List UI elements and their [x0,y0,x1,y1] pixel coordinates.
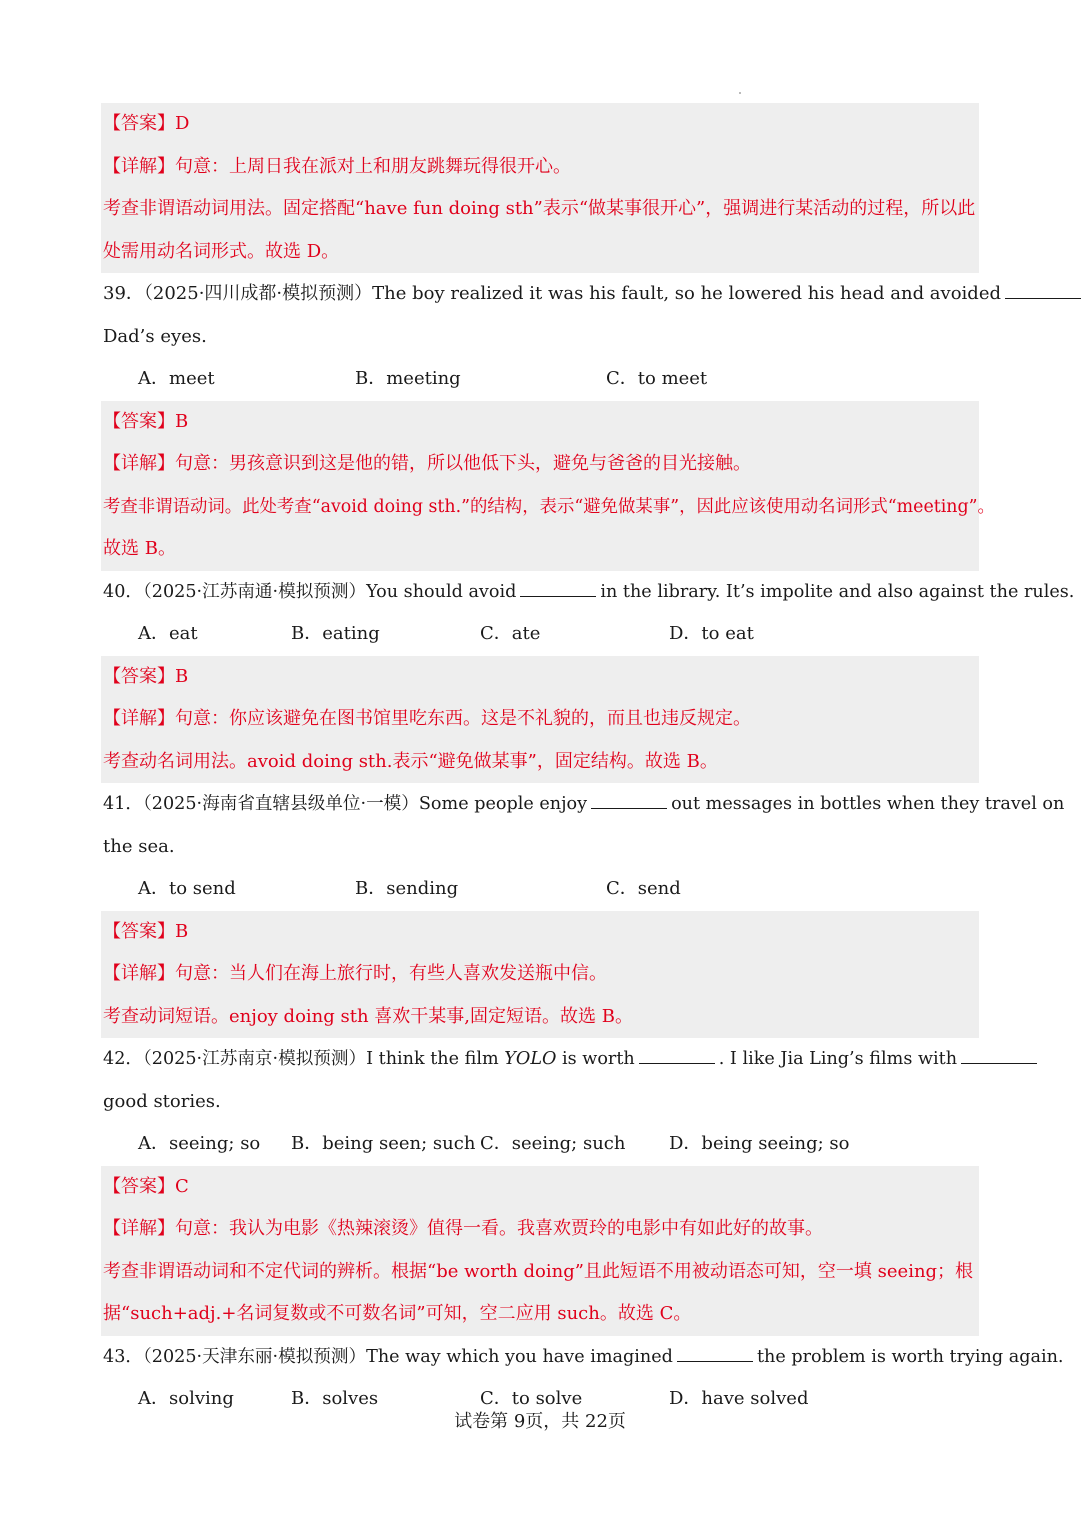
question-40-stem [103,571,1075,614]
option-a: A．seeing; so [138,1133,261,1154]
question-43-stem-text-2: the problem is worth trying again. [756,1346,1064,1367]
question-43-stem [103,1336,1064,1379]
question-42-options [103,1123,977,1166]
option-b: B．being seen; such [291,1133,476,1154]
detail-text: 【详解】句意：当人们在海上旅行时，有些人喜欢发送瓶中信。 [103,963,607,984]
option-b: B．solves [291,1388,379,1409]
question-42-stem-text: 42．（2025·江苏南京·模拟预测）I think the film [103,1049,499,1069]
film-title: YOLO [504,1049,557,1069]
answer-block-38 [101,103,979,273]
option-d: D．have solved [669,1388,809,1409]
blank [677,1343,753,1362]
detail-text: 【详解】句意：上周日我在派对上和朋友跳舞玩得很开心。 [103,155,571,177]
answer-block-42 [101,1166,979,1336]
answer-block-40 [101,656,979,784]
exam-page-content [103,103,1075,1421]
option-a: A．to send [138,878,236,899]
blank [639,1045,715,1064]
question-40-stem-text: 40．（2025·江苏南通·模拟预测）You should avoid [103,581,517,602]
answer-block-41 [101,911,979,1039]
detail-text: 【详解】句意：你应该避免在图书馆里吃东西。这是不礼貌的，而且也违反规定。 [103,708,751,729]
blank [520,578,596,597]
option-b: B．eating [291,623,380,644]
question-39-stem-cont: Dad’s eyes. [103,325,207,347]
option-c: C．ate [480,623,541,644]
analysis-text: 考查非谓语动词用法。固定搭配“have fun doing sth”表示“做某事很开心”，强调进行某活动的过程，所以此 [103,198,976,219]
blank [591,790,667,809]
answer-label: 【答案】D [103,113,190,134]
analysis-text: 考查动词短语。enjoy doing sth 喜欢干某事,固定短语。故选 B。 [103,1005,633,1027]
analysis-text-cont: 处需用动名词形式。故选 D。 [103,240,340,262]
question-43-stem-text: 43．（2025·天津东丽·模拟预测）The way which you have imagined [103,1346,673,1367]
analysis-text-cont: 据“such+adj.+名词复数或不可数名词”可知，空二应用 such。故选 C。 [103,1303,692,1324]
question-42-stem [103,1038,977,1081]
scan-dot [739,92,741,94]
question-42-stem-text-2: is worth [562,1049,635,1069]
answer-label: 【答案】B [103,410,189,432]
answer-label: 【答案】C [103,1175,189,1197]
question-42-stem-cont: good stories. [103,1090,221,1112]
blank [961,1045,1037,1064]
question-39-stem-text: 39．（2025·四川成都·模拟预测）The boy realized it was his fault, so he lowered his head and avoided [103,283,1002,304]
question-41-stem-text: 41．（2025·海南省直辖县级单位·一模）Some people enjoy [103,794,588,814]
option-a: A．solving [138,1388,234,1409]
option-d: D．to eat [669,623,754,644]
answer-label: 【答案】B [103,665,189,687]
question-40-options [103,613,977,656]
detail-text: 【详解】句意：男孩意识到这是他的错，所以他低下头，避免与爸爸的目光接触。 [103,453,751,474]
analysis-text: 考查非谓语动词。此处考查“avoid doing sth.”的结构，表示“避免做某事”，因此应该使用动名词形式“meeting”。 [103,496,995,517]
option-d: D．being seeing; so [669,1133,850,1154]
analysis-text: 考查非谓语动词和不定代词的辨析。根据“be worth doing”且此短语不用被动语态可知，空一填 seeing；根 [103,1260,974,1282]
option-a: A．meet [138,368,215,389]
question-41-stem [103,783,1065,826]
analysis-text-cont: 故选 B。 [103,538,176,559]
blank [1005,280,1081,299]
question-42-stem-text-3: . I like Jia Ling’s films with [718,1049,958,1069]
question-41-stem-cont: the sea. [103,835,175,857]
answer-label: 【答案】B [103,920,189,942]
question-41-stem-text-2: out messages in bottles when they travel on [671,794,1065,814]
answer-block-39 [101,401,995,571]
option-b: B．sending [355,878,459,899]
question-40-stem-text-2: in the library. It’s impolite and also against the rules. [600,581,1075,602]
question-39-options [103,358,977,401]
detail-text: 【详解】句意：我认为电影《热辣滚烫》值得一看。我喜欢贾玲的电影中有如此好的故事。 [103,1218,823,1239]
page-footer: 试卷第 9页，共 22页 [454,1411,626,1432]
question-39-stem [103,273,1002,316]
option-c: C．send [606,878,681,899]
question-41-options [103,868,977,911]
option-b: B．meeting [355,368,461,389]
option-a: A．eat [138,623,198,644]
analysis-text: 考查动名词用法。avoid doing sth.表示“避免做某事”，固定结构。故选 B。 [103,750,718,772]
option-c: C．to solve [480,1388,583,1409]
option-c: C．seeing; such [480,1133,626,1154]
option-c: C．to meet [606,368,708,389]
